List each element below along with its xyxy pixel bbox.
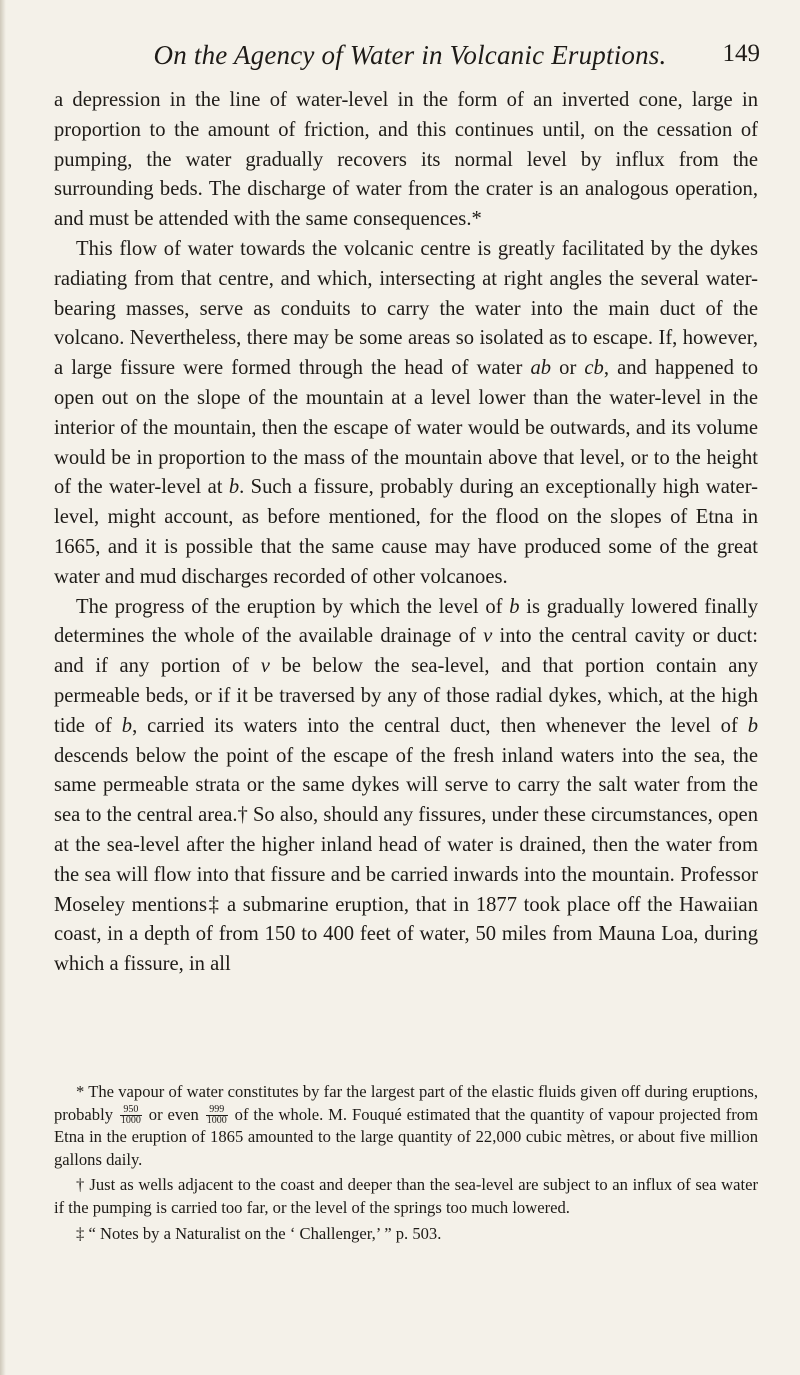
footnote-1 bbox=[54, 1081, 758, 1171]
fraction-999-1000 bbox=[206, 1105, 228, 1126]
fraction-denominator: 1000 bbox=[120, 1115, 141, 1127]
footnote-3-text: ‡ “ Notes by a Naturalist on the ‘ Challenger,’ ” p. 503. bbox=[76, 1223, 442, 1243]
italic-run: cb bbox=[584, 357, 604, 380]
footnote-2-text: † Just as wells adjacent to the coast and deeper than the sea-level are subject to an influx of sea water if the pumping is carried too far, or the level of the springs too much lowered. bbox=[54, 1175, 758, 1218]
italic-run: ab bbox=[530, 357, 552, 380]
footnote-3 bbox=[54, 1223, 758, 1246]
text-run: The progress of the eruption by which the level of bbox=[76, 595, 510, 618]
italic-run: b bbox=[228, 476, 240, 499]
paragraph-2 bbox=[54, 235, 758, 593]
page-header bbox=[60, 40, 760, 80]
text-run: , carried its waters into the central duct, then whenever the level of bbox=[132, 714, 748, 737]
text-run: or bbox=[551, 357, 585, 380]
page-number: 149 bbox=[722, 40, 760, 67]
paragraph-1-text: a depression in the line of water-level in the form of an inverted cone, large in proportion to the amount of friction, and this continues until, on the cessation of pumping, the water gradually recovers its normal level by influx from the surrounding beds. The discharge of water from the crater is an analogous operation, and must be attended with the same consequences.* bbox=[54, 89, 758, 231]
text-run: or even bbox=[143, 1104, 204, 1124]
fraction-950-1000 bbox=[120, 1105, 142, 1126]
fraction-denominator: 1000 bbox=[206, 1115, 227, 1127]
text-run: be below the sea-level, and that portion contain any permeable beds, or if it be traversed by any of those radial dykes, which, at the high tide of bbox=[54, 655, 758, 737]
footnote-2 bbox=[54, 1174, 758, 1219]
text-run: This flow of water towards the volcanic centre is greatly facilitated by the dykes radiating from that centre, and which, intersecting at right angles the several water-bearing masses, serve as conduits to carry the water into the main duct of the volcano. Nevertheless, there may be some areas so isolated as to escape. If, however, a large fissure were formed through the head of water bbox=[54, 237, 758, 380]
italic-run: v bbox=[483, 625, 493, 648]
text-run: descends below the point of the escape of the fresh inland waters into the sea, the same permeable strata or the same dykes will serve to carry the salt water from the sea to the central area.† So also, should any fissures, under these circumstances, open at the sea-level after the higher inland head of water is drained, then the water from the sea will flow into that fissure and be carried inwards into the mountain. Professor Moseley mentions‡ a submarine eruption, that in 1877 took place off the Hawaiian coast, in a depth of from 150 to 400 feet of water, 50 miles from Mauna Loa, during which a fissure, in all bbox=[54, 744, 758, 976]
page-spine-shadow bbox=[0, 0, 6, 1375]
text-run: into the central cavity or duct: and if any portion of bbox=[54, 625, 758, 678]
text-run: , and happened to open out on the slope of the mountain at a level lower than the water-level in the interior of the mountain, then the escape of water would be outwards, and its volume would be in proportion to the mass of the mountain above that level, or to the height of the water-level at bbox=[54, 357, 759, 499]
fraction-numerator: 950 bbox=[120, 1105, 142, 1116]
footnotes bbox=[54, 1081, 758, 1248]
text-run: of the whole. M. Fouqué estimated that the quantity of vapour projected from Etna in the eruption of 1865 amounted to the large quantity of 22,000 cubic mètres, or about five million gallons daily. bbox=[54, 1104, 758, 1169]
text-run: is gradually lowered finally determines the whole of the available drainage of bbox=[54, 595, 758, 648]
text-run: . Such a fissure, probably during an exceptionally high water-level, might account, as before mentioned, for the flood on the slopes of Etna in 1665, and it is possible that the same cause may have produced some of the great water and mud discharges recorded of other volcanoes. bbox=[54, 476, 758, 588]
fraction-numerator: 999 bbox=[206, 1105, 228, 1116]
main-text bbox=[54, 86, 758, 980]
italic-run: b bbox=[747, 714, 758, 737]
italic-run: b bbox=[121, 714, 133, 737]
running-title: On the Agency of Water in Volcanic Eruptions. bbox=[153, 40, 667, 70]
italic-run: b bbox=[509, 595, 520, 618]
italic-run: v bbox=[260, 655, 270, 678]
paragraph-3 bbox=[54, 593, 758, 980]
text-run: * The vapour of water constitutes by far the largest part of the elastic fluids given off during eruptions, probably bbox=[54, 1082, 758, 1124]
paragraph-1 bbox=[54, 86, 758, 235]
